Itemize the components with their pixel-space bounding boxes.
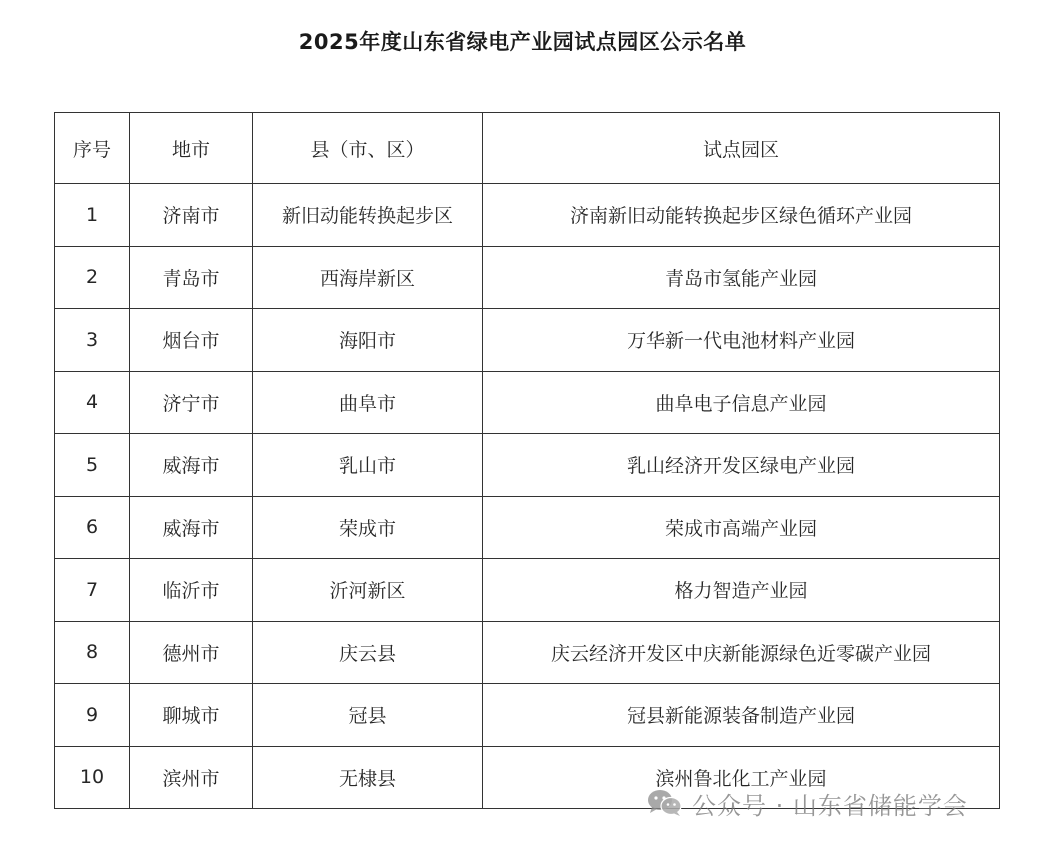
header-county: 县（市、区） — [253, 113, 483, 184]
header-index: 序号 — [55, 113, 130, 184]
table-row — [55, 309, 1000, 372]
cell-city: 济宁市 — [130, 371, 253, 434]
table-row — [55, 684, 1000, 747]
cell-index: 9 — [55, 684, 130, 747]
cell-index: 10 — [55, 746, 130, 809]
watermark — [646, 786, 968, 820]
cell-park: 格力智造产业园 — [483, 559, 1000, 622]
cell-county: 乳山市 — [253, 434, 483, 497]
header-city: 地市 — [130, 113, 253, 184]
cell-index: 2 — [55, 246, 130, 309]
cell-city: 烟台市 — [130, 309, 253, 372]
cell-city: 滨州市 — [130, 746, 253, 809]
cell-park: 济南新旧动能转换起步区绿色循环产业园 — [483, 184, 1000, 247]
cell-park: 滨州鲁北化工产业园 — [483, 746, 1000, 809]
cell-park: 曲阜电子信息产业园 — [483, 371, 1000, 434]
cell-county: 沂河新区 — [253, 559, 483, 622]
table-row — [55, 371, 1000, 434]
table-row — [55, 434, 1000, 497]
cell-county: 海阳市 — [253, 309, 483, 372]
cell-park: 庆云经济开发区中庆新能源绿色近零碳产业园 — [483, 621, 1000, 684]
table-row — [55, 621, 1000, 684]
header-park: 试点园区 — [483, 113, 1000, 184]
cell-index: 8 — [55, 621, 130, 684]
cell-city: 聊城市 — [130, 684, 253, 747]
table-header-row — [55, 113, 1000, 184]
pilot-park-table — [54, 112, 1000, 809]
cell-park: 冠县新能源装备制造产业园 — [483, 684, 1000, 747]
cell-park: 荣成市高端产业园 — [483, 496, 1000, 559]
cell-park: 青岛市氢能产业园 — [483, 246, 1000, 309]
cell-park: 乳山经济开发区绿电产业园 — [483, 434, 1000, 497]
table-row — [55, 496, 1000, 559]
cell-county: 西海岸新区 — [253, 246, 483, 309]
cell-index: 7 — [55, 559, 130, 622]
cell-county: 庆云县 — [253, 621, 483, 684]
cell-city: 威海市 — [130, 434, 253, 497]
watermark-text: 公众号 · 山东省储能学会 — [692, 791, 968, 820]
cell-park: 万华新一代电池材料产业园 — [483, 309, 1000, 372]
page-title: 2025年度山东省绿电产业园试点园区公示名单 — [298, 30, 747, 54]
cell-index: 6 — [55, 496, 130, 559]
cell-city: 德州市 — [130, 621, 253, 684]
table-row — [55, 246, 1000, 309]
cell-city: 临沂市 — [130, 559, 253, 622]
cell-county: 新旧动能转换起步区 — [253, 184, 483, 247]
table-row — [55, 559, 1000, 622]
cell-city: 青岛市 — [130, 246, 253, 309]
cell-county: 无棣县 — [253, 746, 483, 809]
cell-index: 1 — [55, 184, 130, 247]
table-row — [55, 184, 1000, 247]
cell-city: 济南市 — [130, 184, 253, 247]
cell-county: 荣成市 — [253, 496, 483, 559]
cell-index: 4 — [55, 371, 130, 434]
cell-county: 曲阜市 — [253, 371, 483, 434]
cell-county: 冠县 — [253, 684, 483, 747]
cell-city: 威海市 — [130, 496, 253, 559]
cell-index: 3 — [55, 309, 130, 372]
cell-index: 5 — [55, 434, 130, 497]
wechat-icon — [646, 788, 684, 818]
